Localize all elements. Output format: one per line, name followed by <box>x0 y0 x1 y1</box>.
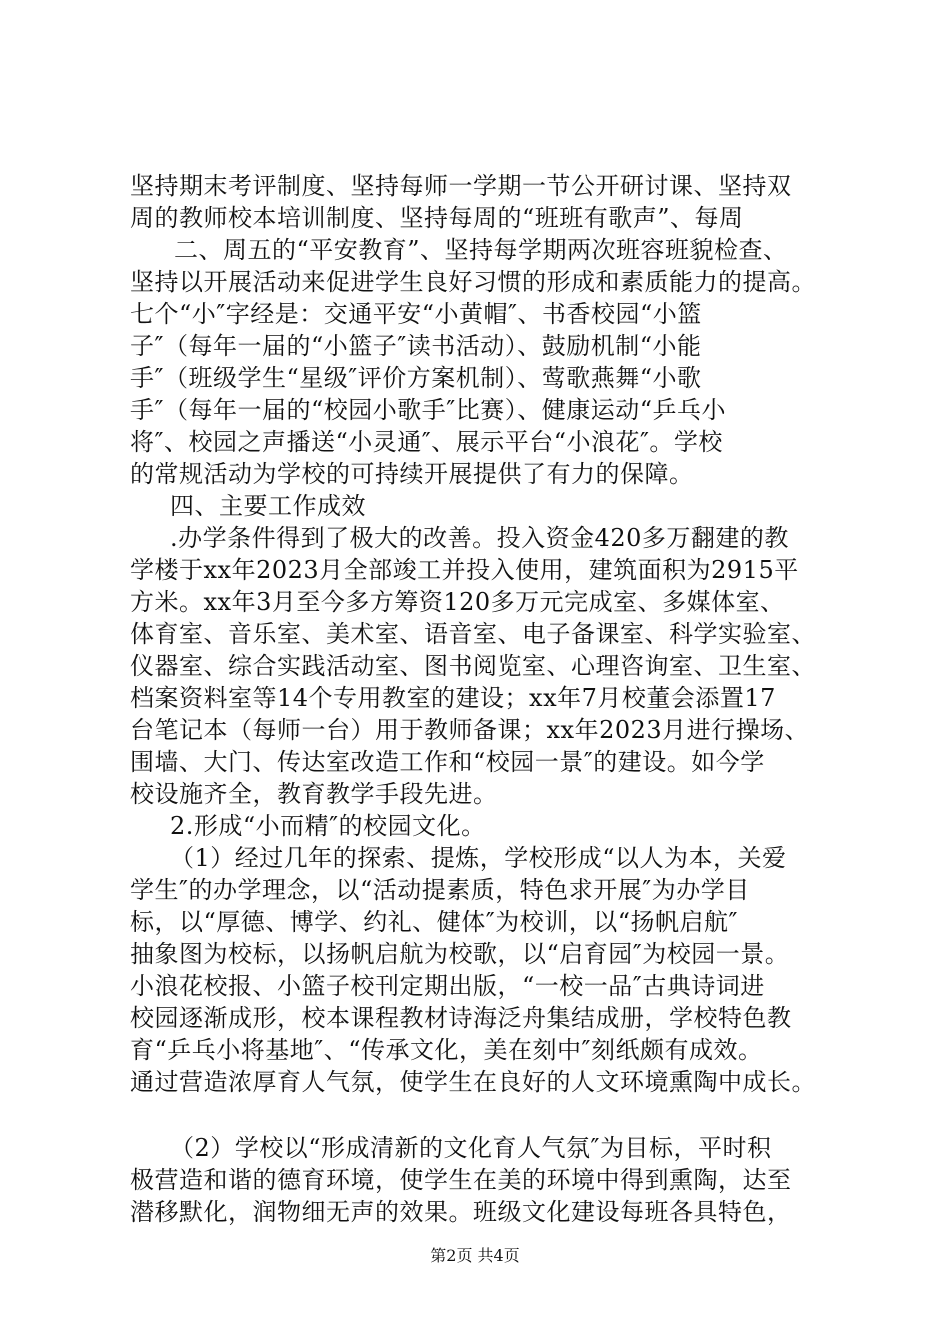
section-heading-achievements <box>130 490 835 522</box>
text-line: 育“乒乓小将基地″、“传承文化，美在刻中″刻纸颇有成效。 <box>130 1036 763 1064</box>
text-line: .办学条件得到了极大的改善。投入资金420多万翻建的教 <box>170 524 789 552</box>
text-line: 方米。xx年3月至今多方筹资120多万元完成室、多媒体室、 <box>130 588 785 616</box>
text-line: 七个“小″字经是：交通平安“小黄帽″、书香校园“小篮 <box>130 300 702 328</box>
subheading-campus-culture <box>130 810 835 842</box>
text-line: 学楼于xx年2023月全部竣工并投入使用，建筑面积为2915平 <box>130 556 799 584</box>
text-line: 通过营造浓厚育人气氛，使学生在良好的人文环境熏陶中成长。 <box>130 1068 816 1096</box>
text-line: 小浪花校报、小篮子校刊定期出版，“一校一品″古典诗词进 <box>130 972 765 1000</box>
section-heading: 四、主要工作成效 <box>170 492 366 520</box>
text-line: 坚持以开展活动来促进学生良好习惯的形成和素质能力的提高。 <box>130 268 816 296</box>
text-line: 子″（每年一届的“小篮子″读书活动）、鼓励机制“小能 <box>130 332 702 360</box>
text-line: 极营造和谐的德育环境，使学生在美的环境中得到熏陶，达至 <box>130 1166 792 1194</box>
text-line: 档案资料室等14个专用教室的建设；xx年7月校董会添置17 <box>130 684 776 712</box>
text-line: （2）学校以“形成清新的文化育人气氛″为目标，平时积 <box>170 1134 772 1162</box>
text-line: 校设施齐全，教育教学手段先进。 <box>130 780 498 808</box>
text-line: 围墙、大门、传达室改造工作和“校园一景″的建设。如今学 <box>130 748 765 776</box>
paragraph-gap <box>130 1098 835 1132</box>
document-body <box>130 170 835 1228</box>
page-number: 第2页 共4页 <box>430 1246 520 1265</box>
text-line: 坚持期末考评制度、坚持每师一学期一节公开研讨课、坚持双 <box>130 172 792 200</box>
text-line: 二、周五的“平安教育”、坚持每学期两次班容班貌检查、 <box>174 236 788 264</box>
text-line: 抽象图为校标，以扬帆启航为校歌，以“启育园″为校园一景。 <box>130 940 790 968</box>
text-line: 仪器室、综合实践活动室、图书阅览室、心理咨询室、卫生室、 <box>130 652 816 680</box>
text-line: 手″（班级学生“星级″评价方案机制）、莺歌燕舞“小歌 <box>130 364 702 392</box>
paragraph-culture-2 <box>130 1132 835 1228</box>
subheading: 2.形成“小而精″的校园文化。 <box>170 812 486 840</box>
paragraph-school-conditions <box>130 522 835 810</box>
paragraph-routine-activities <box>130 170 835 490</box>
text-line: 体育室、音乐室、美术室、语音室、电子备课室、科学实验室、 <box>130 620 816 648</box>
text-line: 潜移默化，润物细无声的效果。班级文化建设每班各具特色， <box>130 1198 792 1226</box>
text-line: 学生″的办学理念，以“活动提素质，特色求开展″为办学目 <box>130 876 750 904</box>
page-footer <box>0 1246 950 1266</box>
text-line: 的常规活动为学校的可持续开展提供了有力的保障。 <box>130 460 694 488</box>
text-line: （1）经过几年的探索、提炼，学校形成“以人为本，关爱 <box>170 844 787 872</box>
text-line: 手″（每年一届的“校园小歌手″比赛）、健康运动“乒乓小 <box>130 396 726 424</box>
text-line: 台笔记本（每师一台）用于教师备课；xx年2023月进行操场、 <box>130 716 810 744</box>
paragraph-culture-1 <box>130 842 835 1098</box>
text-line: 标，以“厚德、博学、约礼、健体″为校训，以“扬帆启航″ <box>130 908 738 936</box>
text-line: 校园逐渐成形，校本课程教材诗海泛舟集结成册，学校特色教 <box>130 1004 792 1032</box>
text-line: 将″、校园之声播送“小灵通″、展示平台“小浪花″。学校 <box>130 428 723 456</box>
text-line: 周的教师校本培训制度、坚持每周的“班班有歌声”、每周 <box>130 204 744 232</box>
